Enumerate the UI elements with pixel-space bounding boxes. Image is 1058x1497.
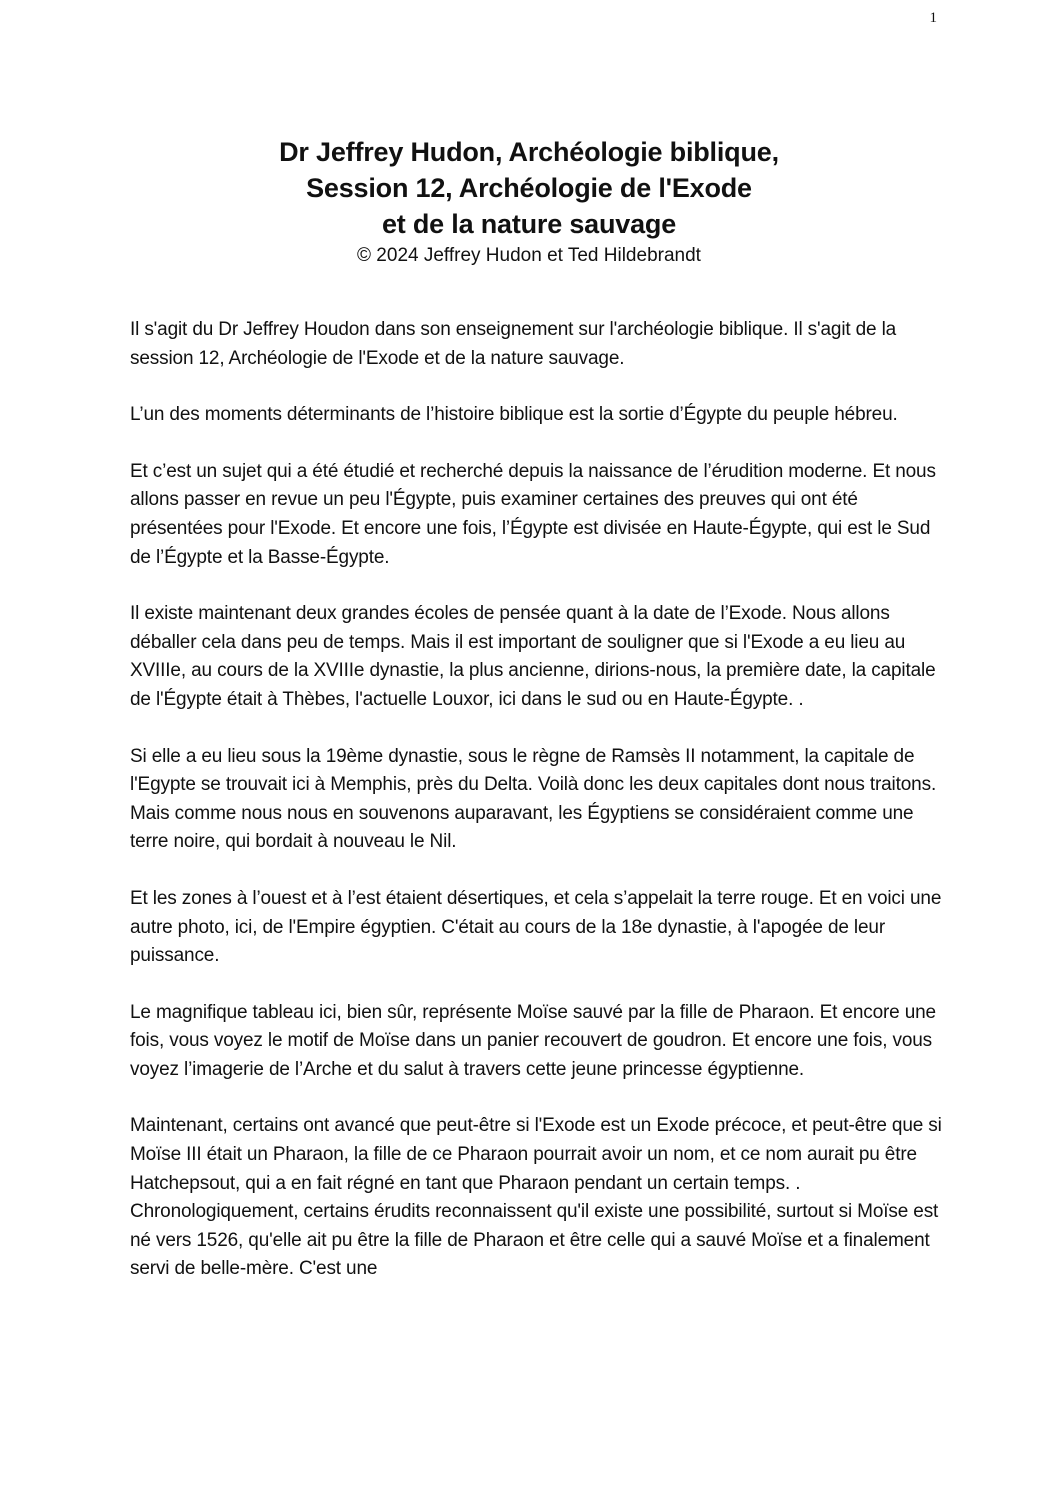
paragraph-2: L’un des moments déterminants de l’histoire biblique est la sortie d’Égypte du peuple hébreu.: [130, 404, 898, 426]
paragraph-3: Et c’est un sujet qui a été étudié et recherché depuis la naissance de l’érudition moderne. Et nous allons passer en revue un peu l'Égypte, puis examiner certaines des preuves qui ont été présentées pour l'Exode. Et encore une fois, l’Égypte est divisée en Haute-Égypte, qui est le Sud de l’Égypte et la Basse-Égypte.: [130, 460, 936, 568]
page-number: 1: [929, 10, 937, 26]
paragraph-5: Si elle a eu lieu sous la 19ème dynastie, sous le règne de Ramsès II notamment, la capitale de l'Egypte se trouvait ici à Memphis, près du Delta. Voilà donc les deux capitales dont nous traitons. Mais comme nous nous en souvenons auparavant, les Égyptiens se considéraient comme une terre noire, qui bordait à nouveau le Nil.: [130, 745, 937, 853]
title-line-2: Session 12, Archéologie de l'Exode: [306, 173, 752, 203]
paragraph-6: Et les zones à l’ouest et à l’est étaient désertiques, et cela s’appelait la terre rouge. Et en voici une autre photo, ici, de l'Empire égyptien. C'était au cours de la 18e dynastie, à l'apogée de leur puissance.: [130, 887, 942, 967]
title-line-3: et de la nature sauvage: [381, 209, 677, 239]
paragraph-8: Maintenant, certains ont avancé que peut-être si l'Exode est un Exode précoce, et peut-être que si Moïse III était un Pharaon, la fille de ce Pharaon pourrait avoir un nom, et ce nom aurait pu être Hatchepsout, qui a en fait régné en tant que Pharaon pendant un certain temps. . Chronologiquement, certains érudits reconnaissent qu'il existe une possibilité, surtout si Moïse est né vers 1526, qu'elle ait pu être la fille de Pharaon et être celle qui a sauvé Moïse et a finalement servi de belle-mère. C'est une: [130, 1115, 942, 1280]
paragraph-4: Il existe maintenant deux grandes écoles de pensée quant à la date de l’Exode. Nous allons déballer cela dans peu de temps. Mais il est important de souligner que si l'Exode a eu lieu au XVIIIe, au cours de la XVIIIe dynastie, la plus ancienne, dirions-nous, la première date, la capitale de l'Égypte était à Thèbes, l'actuelle Louxor, ici dans le sud ou en Haute-Égypte. .: [130, 603, 936, 710]
document-header: [0, 134, 1058, 269]
paragraph-1: Il s'agit du Dr Jeffrey Houdon dans son enseignement sur l'archéologie biblique. Il s'agit de la session 12, Archéologie de l'Exode et de la nature sauvage.: [130, 319, 897, 369]
title-line-1: Dr Jeffrey Hudon, Archéologie biblique,: [279, 137, 779, 167]
copyright-line: © 2024 Jeffrey Hudon et Ted Hildebrandt: [357, 245, 701, 266]
document-body: [130, 316, 942, 1312]
paragraph-7: Le magnifique tableau ici, bien sûr, représente Moïse sauvé par la fille de Pharaon. Et encore une fois, vous voyez le motif de Moïse dans un panier recouvert de goudron. Et encore une fois, vous voyez l’imagerie de l’Arche et du salut à travers cette jeune princesse égyptienne.: [130, 1001, 936, 1080]
